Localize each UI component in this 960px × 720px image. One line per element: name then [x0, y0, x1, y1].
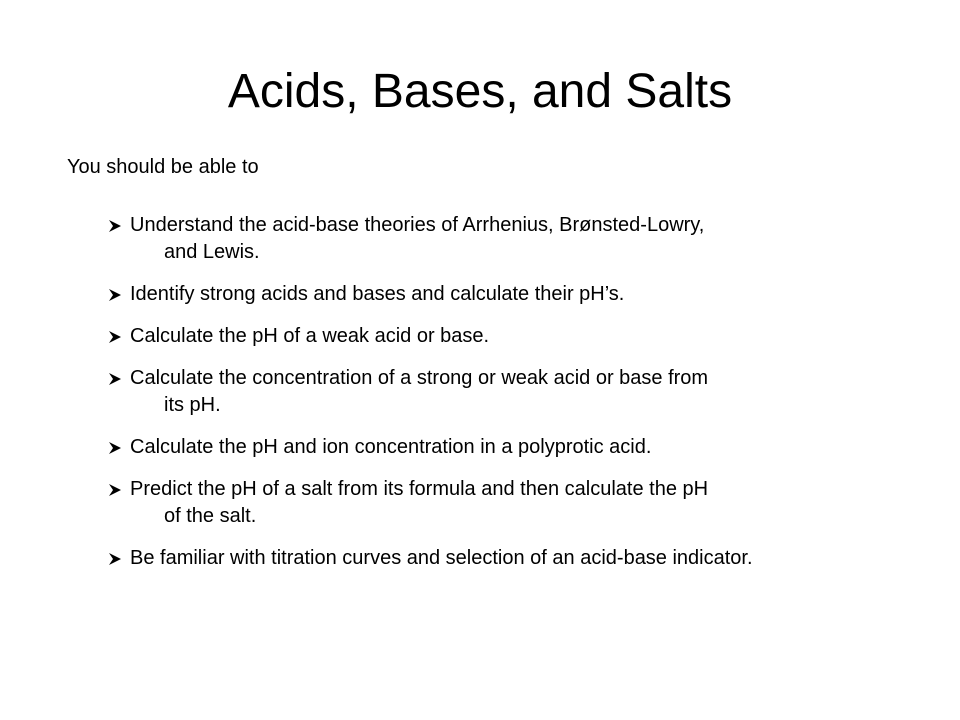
intro-text: You should be able to — [67, 156, 259, 178]
slide-title: Acids, Bases, and Salts — [227, 65, 733, 118]
list-item-text: Identify strong acids and bases and calculate their pH’s. — [130, 283, 625, 305]
arrowhead-bullet-icon — [108, 372, 122, 386]
arrowhead-bullet-icon — [108, 288, 122, 302]
list-item-text: Be familiar with titration curves and selection of an acid-base indicator. — [130, 547, 753, 569]
list-item-text: Calculate the pH of a weak acid or base. — [130, 325, 490, 347]
list-item-continuation: its pH. — [164, 394, 221, 416]
objectives-list — [108, 212, 908, 587]
list-item-text: Predict the pH of a salt from its formula and then calculate the pH — [130, 478, 709, 500]
arrowhead-bullet-icon — [108, 483, 122, 497]
list-item-text: Calculate the concentration of a strong or weak acid or base from — [130, 367, 709, 389]
list-item — [108, 365, 908, 419]
arrowhead-bullet-icon — [108, 330, 122, 344]
list-item — [108, 476, 908, 530]
list-item — [108, 212, 908, 266]
arrowhead-bullet-icon — [108, 552, 122, 566]
list-item-continuation: of the salt. — [164, 505, 257, 527]
list-item — [108, 545, 908, 572]
list-item-continuation: and Lewis. — [164, 241, 260, 263]
list-item — [108, 323, 908, 350]
list-item-text: Understand the acid-base theories of Arrhenius, Brønsted-Lowry, — [130, 214, 705, 236]
arrowhead-bullet-icon — [108, 219, 122, 233]
arrowhead-bullet-icon — [108, 441, 122, 455]
list-item — [108, 434, 908, 461]
list-item-text: Calculate the pH and ion concentration in a polyprotic acid. — [130, 436, 652, 458]
list-item — [108, 281, 908, 308]
